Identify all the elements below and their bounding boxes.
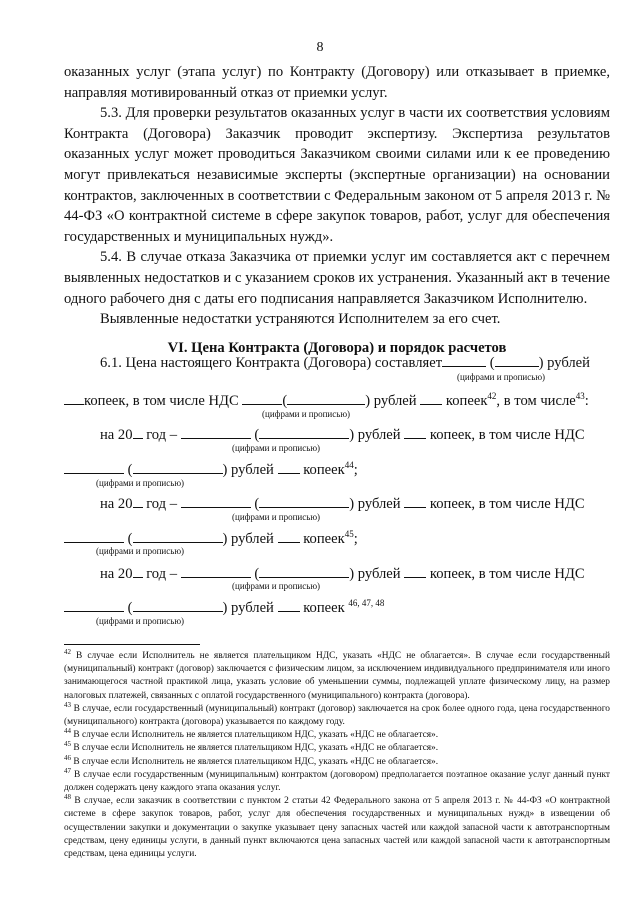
kop-vat-label: копеек, в том числе НДС: [429, 427, 585, 443]
footnote-number: 45: [64, 740, 71, 749]
blank-field[interactable]: [133, 426, 143, 439]
year-line-1: на 20 год – ( ) рублей копеек, в том числе НДС: [100, 427, 585, 443]
footnote-number: 43: [64, 700, 71, 709]
footnotes: [64, 647, 611, 861]
blank-field[interactable]: [64, 461, 124, 474]
blank-field[interactable]: [259, 426, 349, 439]
blank-field[interactable]: [404, 426, 426, 439]
kop-label: копеек: [303, 531, 345, 547]
kop-label: копеек: [445, 393, 488, 409]
kop-vat-label: копеек, в том числе НДС: [429, 496, 585, 512]
footnote: [64, 795, 610, 861]
field-hint: (цифрами и прописью): [232, 581, 321, 591]
paragraph-continuation: оказанных услуг (этапа услуг) по Контракту (Договору) или отказывает в приемке, направляя мотивированный отказ от приемки услуг.: [64, 64, 610, 101]
footnote-number: 47: [64, 766, 71, 775]
blank-field[interactable]: [64, 392, 84, 405]
footnote-ref: 42: [487, 391, 497, 402]
year-line-3: на 20 год – ( ) рублей копеек, в том числе НДС: [100, 566, 585, 582]
including-label: , в том числе: [496, 393, 576, 409]
page-number: 8: [316, 40, 324, 55]
footnote-text: В случае если Исполнитель не является плательщиком НДС, указать «НДС не облагается».: [73, 730, 439, 741]
field-hint: (цифрами и прописью): [232, 512, 321, 522]
blank-field[interactable]: [133, 495, 143, 508]
footnote-text: В случае если Исполнитель не является плательщиком НДС, указать «НДС не облагается». В случае если государственный (муниципальный) контракт (договор) заключается с физическим лицом, за исключением индивидуального предпринимателя или иного занимающегося частной практикой лица, указать условие об уменьшении суммы, подлежащей уплате физическому лицу, на размер налоговых платежей, связанных с оплатой государственного (муниципального) контракта (договора).: [64, 651, 611, 701]
rub-label: ) рублей: [365, 393, 417, 409]
year-prefix: на 20: [100, 427, 133, 443]
footnote-ref: 44: [344, 460, 354, 471]
blank-field[interactable]: [181, 495, 251, 508]
footnote-number: 46: [64, 753, 71, 762]
footnote-ref: 46, 47, 48: [348, 598, 385, 609]
blank-field[interactable]: [278, 530, 300, 543]
blank-field[interactable]: [133, 461, 223, 474]
paragraph-5-4: 5.4. В случае отказа Заказчика от приемки услуг им составляется акт с перечнем выявленных недостатков и с указанием сроков их устранения. Указанный акт в течение одного рабочего дня с даты его подписания направляется Заказчиком Исполнителю.: [64, 249, 610, 307]
field-hint: (цифрами и прописью): [96, 478, 185, 488]
paragraph-5-3: 5.3. Для проверки результатов оказанных услуг в части их соответствия условиям Контракта (Договора) Заказчик проводит экспертизу. Экспертиза результатов оказанных услуг может проводиться Заказчиком своими силами или к ее проведению могут привлекаться независимые эксперты (экспертные организации) на основании контрактов, заключенных в соответствии с Федеральным законом от 5 апреля 2013 г. № 44-ФЗ «О контрактной системе в сфере закупок товаров, работ, услуг для обеспечения государственных и муниципальных нужд».: [64, 105, 610, 245]
footnote-text: В случае, если государственный (муниципальный) контракт (договор) заключается на срок более одного года, цена государственного (муниципального) контракта (договора) указывается по каждому году.: [64, 703, 610, 728]
rub-label: рублей: [547, 355, 590, 371]
year-prefix: на 20: [100, 496, 133, 512]
rub-label: ) рублей: [222, 531, 274, 547]
section-heading: VI. Цена Контракта (Договора) и порядок расчетов: [167, 339, 507, 356]
blank-field[interactable]: [259, 495, 349, 508]
field-hint: (цифрами и прописью): [457, 372, 546, 382]
footnote: [64, 742, 610, 755]
kop-vat-label: копеек, в том числе НДС: [429, 566, 585, 582]
vat-line-1: ( ) рублей копеек$^{44}$;: [64, 461, 358, 479]
blank-field[interactable]: [133, 530, 223, 543]
footnote-text: В случае если государственным (муниципальным) контрактом (договором) предполагается поэтапное оказание услуг данный пункт должен содержать цену каждого этапа оказания услуг.: [64, 769, 610, 794]
field-hint: (цифрами и прописью): [96, 546, 185, 556]
blank-field[interactable]: [133, 565, 143, 578]
year-suffix: год –: [146, 566, 178, 582]
field-hint: (цифрами и прописью): [96, 616, 185, 626]
rub-label: ) рублей: [349, 496, 401, 512]
footnote-text: В случае если Исполнитель не является плательщиком НДС, указать «НДС не облагается».: [73, 743, 439, 754]
blank-field[interactable]: [181, 426, 251, 439]
footnote: [64, 647, 611, 703]
blank-field[interactable]: [181, 565, 251, 578]
blank-field[interactable]: [64, 530, 124, 543]
footnote: [64, 766, 610, 795]
blank-field[interactable]: [64, 599, 124, 612]
blank-field[interactable]: [420, 392, 442, 405]
footnote-number: 48: [64, 793, 71, 802]
paragraph-defects: Выявленные недостатки устраняются Исполнителем за его счет.: [100, 311, 501, 328]
blank-field[interactable]: [259, 565, 349, 578]
price-intro: 6.1. Цена настоящего Контракта (Договора) составляет: [100, 355, 443, 371]
field-hint: (цифрами и прописью): [262, 409, 351, 419]
blank-field[interactable]: [404, 565, 426, 578]
footnote-text: В случае если Исполнитель не является плательщиком НДС, указать «НДС не облагается».: [73, 756, 439, 767]
footnote: [64, 700, 610, 729]
footnote-separator: [64, 644, 200, 645]
vat-line-2: ( ) рублей копеек$^{45}$;: [64, 530, 358, 548]
footnote-ref: 43: [575, 391, 585, 402]
blank-field[interactable]: [242, 392, 282, 405]
field-hint: (цифрами и прописью): [232, 443, 321, 453]
blank-field[interactable]: [495, 354, 539, 367]
price-line-2: копеек, в том числе НДС ( ) рублей копеек$^{42}$, в том числе$^{43}$:: [64, 392, 589, 410]
year-suffix: год –: [146, 427, 178, 443]
footnote-number: 42: [64, 647, 71, 656]
blank-field[interactable]: [133, 599, 223, 612]
footnote: [64, 753, 610, 769]
kop-label: копеек: [303, 462, 345, 478]
year-line-2: на 20 год – ( ) рублей копеек, в том числе НДС: [100, 496, 585, 512]
main-text: [64, 62, 610, 360]
year-suffix: год –: [146, 496, 178, 512]
kop-label: копеек: [303, 600, 345, 616]
rub-label: ) рублей: [222, 600, 274, 616]
footnote-ref: 45: [344, 529, 354, 540]
kop-vat-label: копеек, в том числе НДС: [84, 393, 239, 409]
blank-field[interactable]: [287, 392, 365, 405]
blank-field[interactable]: [278, 461, 300, 474]
footnote-number: 44: [64, 727, 71, 736]
vat-line-3: ( ) рублей копеек $^{46, 47, 48}$: [64, 599, 384, 617]
footnote-text: В случае, если заказчик в соответствии с пунктом 2 статьи 42 Федерального закона от 5 апреля 2013 г. № 44-ФЗ «О контрактной системе в сфере закупок товаров, работ, услуг для обеспечения государственных и муниципальных нужд» в извещении об осуществлении закупки и документации о закупке указывает цену запасных частей или каждой запасной части к автотранспортным средствам, цену единицы услуги, в данный пункт включаются цена запасных частей или каждой запасной части к автотранспортным средствам, цена единицы услуги.: [64, 796, 611, 860]
rub-label: ) рублей: [349, 566, 401, 582]
blank-field[interactable]: [442, 354, 486, 367]
blank-field[interactable]: [278, 599, 300, 612]
year-prefix: на 20: [100, 566, 133, 582]
blank-field[interactable]: [404, 495, 426, 508]
footnote: [64, 729, 610, 742]
rub-label: ) рублей: [222, 462, 274, 478]
price-line-1: 6.1. Цена настоящего Контракта (Договора) составляет ( ) рублей: [100, 355, 590, 371]
rub-label: ) рублей: [349, 427, 401, 443]
